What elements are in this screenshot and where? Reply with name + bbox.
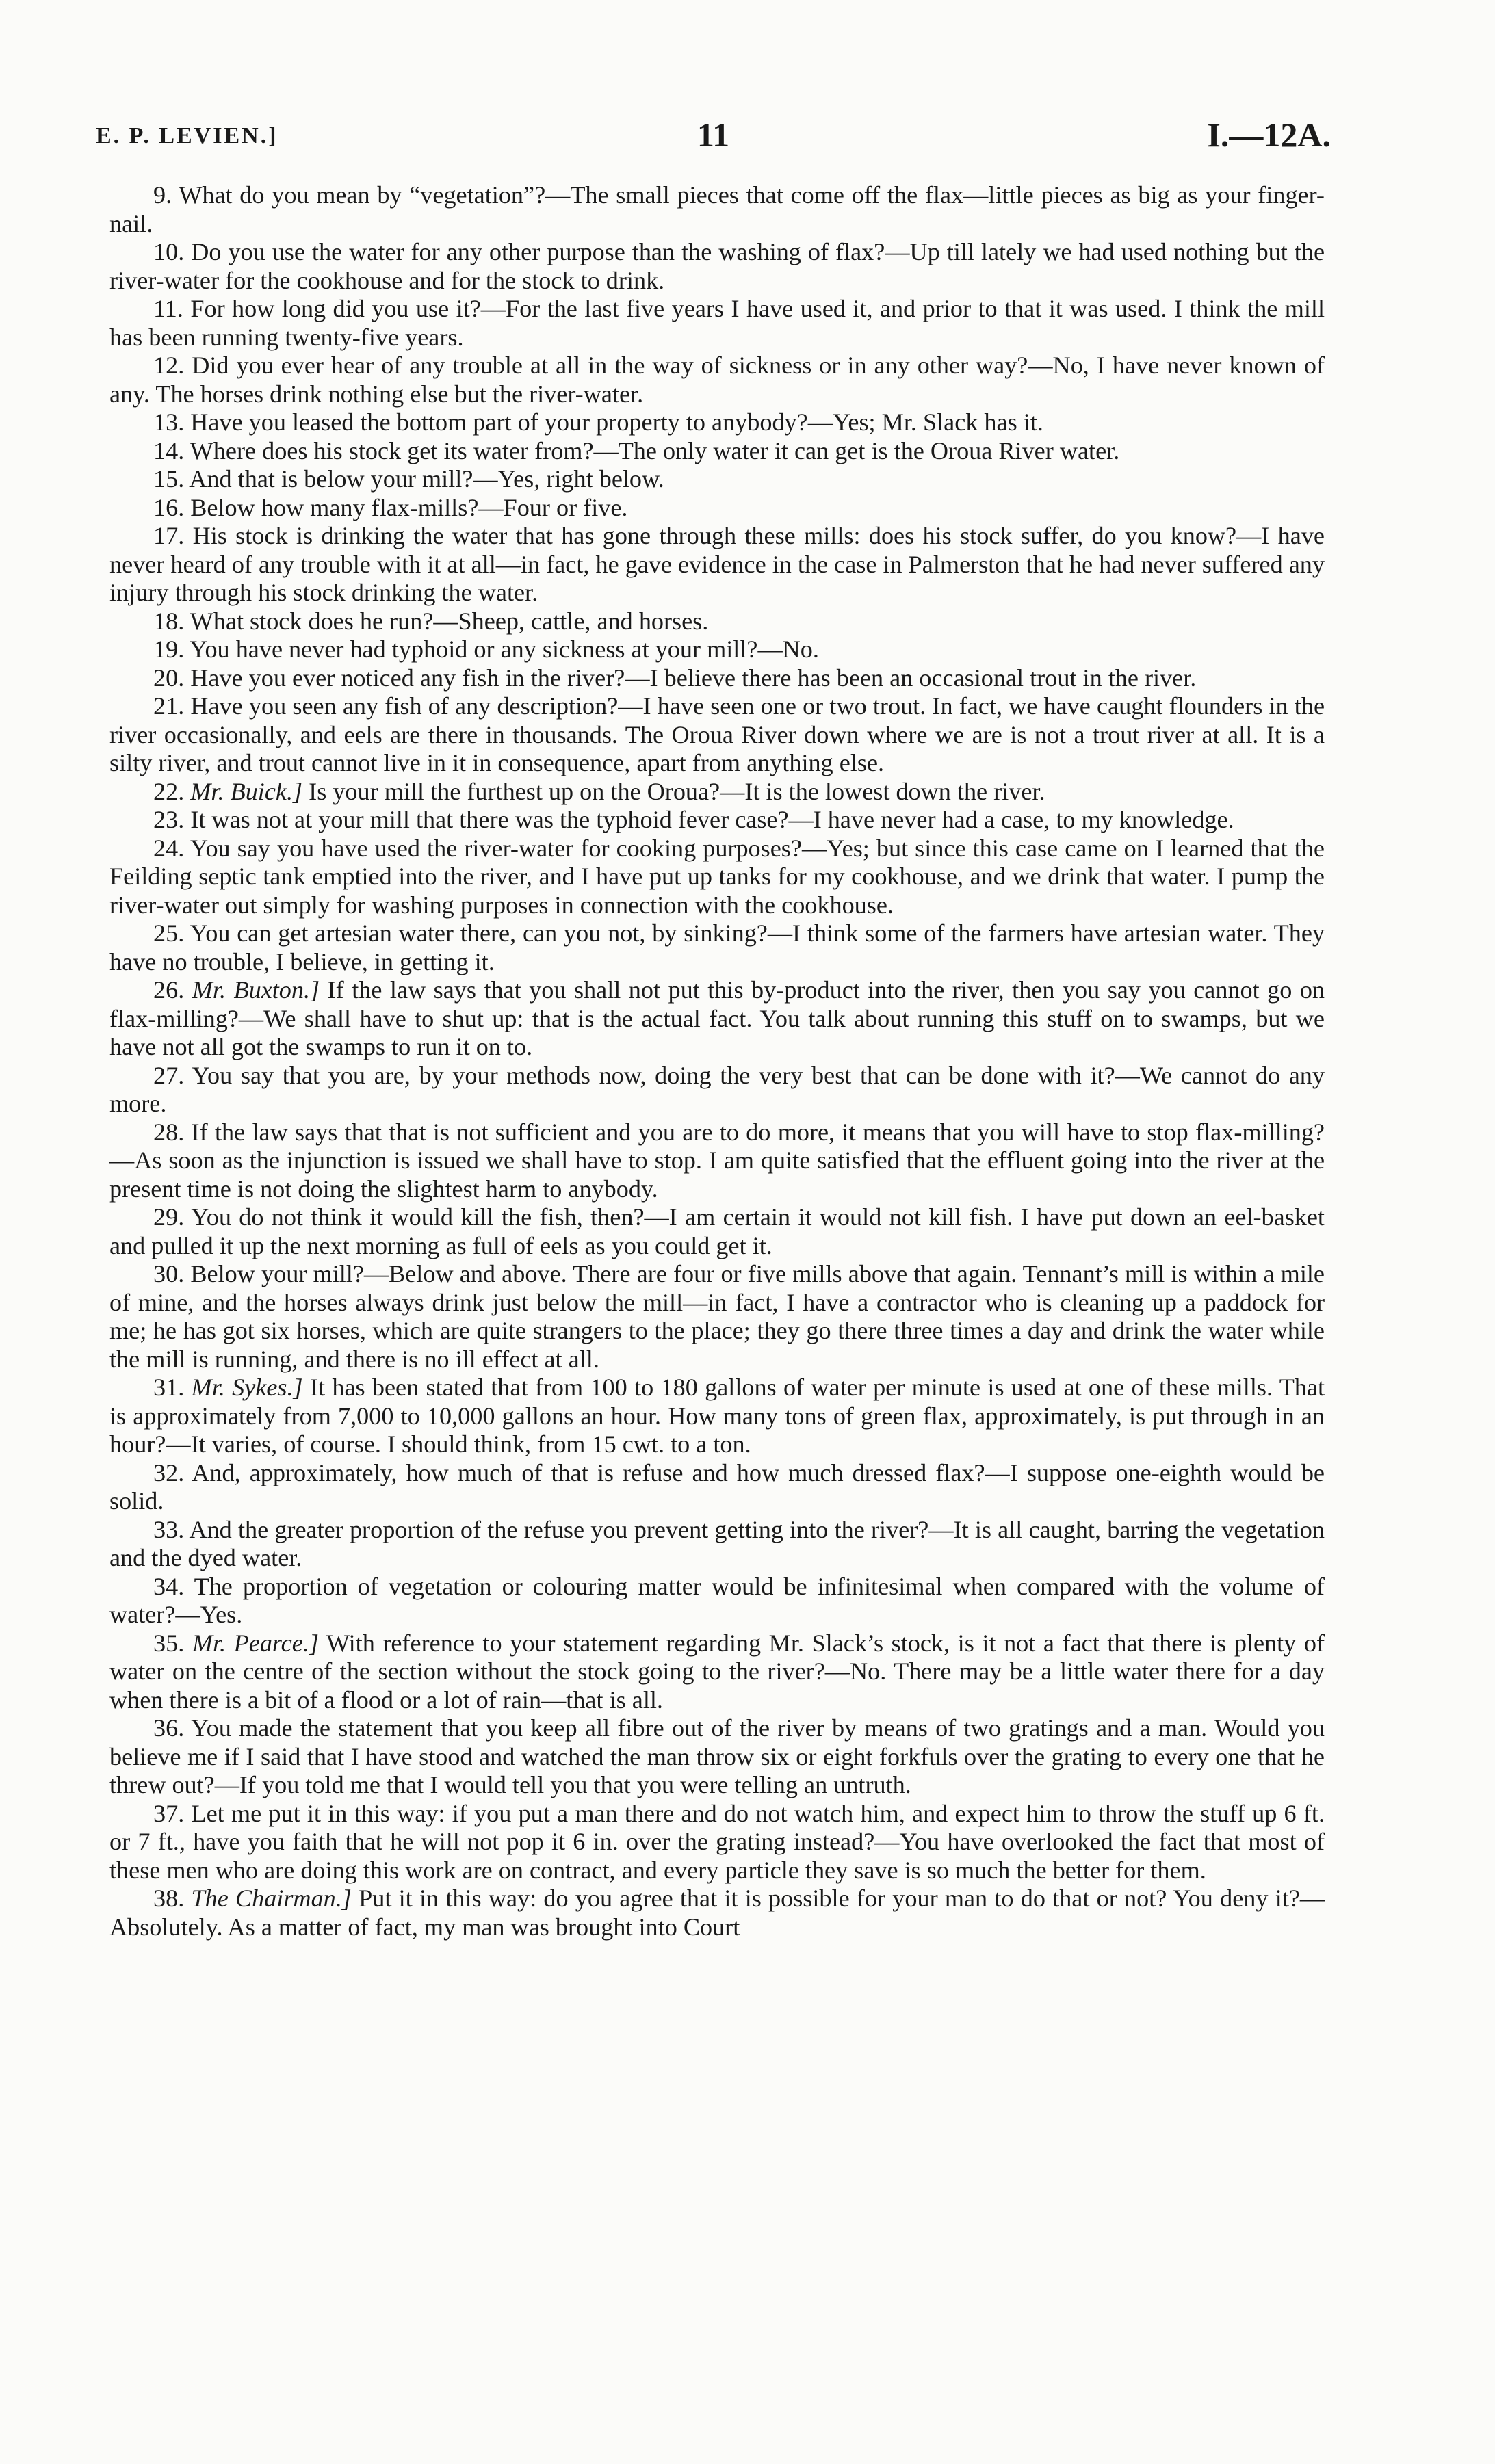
question-answer-text: Put it in this way: do you agree that it is possible for your man to do that or not? You deny it?—Absolutely. As a matter of fact, my man was brought into Court bbox=[109, 1885, 1325, 1941]
question-number: 29. bbox=[153, 1203, 185, 1231]
question-answer-paragraph bbox=[109, 1885, 1325, 1941]
transcript-body bbox=[109, 181, 1325, 1941]
question-number: 33. bbox=[153, 1515, 185, 1543]
question-answer-paragraph bbox=[109, 778, 1325, 807]
question-answer-paragraph bbox=[109, 664, 1325, 693]
question-answer-paragraph bbox=[109, 1203, 1325, 1260]
question-number: 14. bbox=[153, 436, 185, 464]
speaker-label: The Chairman.] bbox=[191, 1885, 352, 1912]
question-answer-text: The proportion of vegetation or colouring matter would be infinitesimal when compared with the volume of water?—Yes. bbox=[109, 1572, 1325, 1628]
question-answer-paragraph bbox=[109, 1516, 1325, 1573]
question-number: 11. bbox=[153, 295, 183, 322]
speaker-label: Mr. Sykes.] bbox=[191, 1374, 303, 1401]
question-answer-paragraph bbox=[109, 1260, 1325, 1374]
witness-name: E. P. LEVIEN.] bbox=[96, 123, 278, 148]
question-answer-text: You say you have used the river-water for cooking purposes?—Yes; but since this case came on I learned that the Feilding septic tank emptied into the river, and I have put up tanks for my cookhouse, and we drink that water. I pump the river-water out simply for washing purposes in connection with the cookhouse. bbox=[109, 834, 1325, 919]
question-number: 19. bbox=[153, 635, 185, 663]
question-answer-paragraph bbox=[109, 806, 1325, 835]
question-answer-text: Have you seen any fish of any description?—I have seen one or two trout. In fact, we have caught flounders in the river occasionally, and eels are there in thousands. The Oroua River down where we are is not a trout river at all. It is a silty river, and trout cannot live in it in consequence, apart from anything else. bbox=[109, 692, 1325, 776]
question-number: 23. bbox=[153, 806, 185, 833]
question-answer-text: If the law says that you shall not put this by-product into the river, then you say you cannot go on flax-milling?—We shall have to shut up: that is the actual fact. You talk about running this stuff on to swamps, but we have not all got the swamps to run it on to. bbox=[109, 976, 1325, 1060]
question-answer-paragraph bbox=[109, 976, 1325, 1062]
question-answer-paragraph bbox=[109, 835, 1325, 920]
question-number: 17. bbox=[153, 522, 185, 549]
question-number: 30. bbox=[153, 1260, 185, 1287]
question-answer-paragraph bbox=[109, 1573, 1325, 1629]
question-answer-text: What stock does he run?—Sheep, cattle, and horses. bbox=[190, 607, 709, 635]
question-answer-paragraph bbox=[109, 692, 1325, 778]
question-number: 26. bbox=[153, 976, 185, 1004]
speaker-label: Mr. Buxton.] bbox=[192, 976, 320, 1004]
question-answer-text: You say that you are, by your methods now, doing the very best that can be done with it?—We cannot do any more. bbox=[109, 1061, 1325, 1117]
question-answer-text: It was not at your mill that there was the typhoid fever case?—I have never had a case, to my knowledge. bbox=[190, 806, 1234, 833]
question-answer-paragraph bbox=[109, 522, 1325, 607]
question-answer-paragraph bbox=[109, 181, 1325, 238]
question-answer-paragraph bbox=[109, 1629, 1325, 1715]
question-answer-paragraph bbox=[109, 1062, 1325, 1118]
speaker-label: Mr. Buick.] bbox=[190, 777, 303, 805]
question-answer-paragraph bbox=[109, 1800, 1325, 1885]
question-number: 32. bbox=[153, 1458, 185, 1486]
page-header bbox=[96, 115, 1331, 156]
question-number: 10. bbox=[153, 238, 185, 265]
question-number: 35. bbox=[153, 1629, 185, 1657]
question-answer-paragraph bbox=[109, 1714, 1325, 1800]
question-answer-paragraph bbox=[109, 295, 1325, 352]
question-answer-paragraph bbox=[109, 1118, 1325, 1204]
question-answer-text: You have never had typhoid or any sickness at your mill?—No. bbox=[189, 635, 819, 663]
question-answer-paragraph bbox=[109, 352, 1325, 408]
question-number: 37. bbox=[153, 1799, 185, 1827]
question-answer-paragraph bbox=[109, 238, 1325, 295]
question-answer-paragraph bbox=[109, 437, 1325, 466]
question-number: 24. bbox=[153, 834, 185, 862]
question-answer-paragraph bbox=[109, 408, 1325, 437]
question-answer-text: And that is below your mill?—Yes, right below. bbox=[189, 465, 664, 493]
question-number: 31. bbox=[153, 1374, 185, 1401]
question-answer-text: It has been stated that from 100 to 180 gallons of water per minute is used at one of these mills. That is approximately from 7,000 to 10,000 gallons an hour. How many tons of green flax, approximately, is put through in an hour?—It varies, of course. I should think, from 15 cwt. to a ton. bbox=[109, 1374, 1325, 1458]
question-answer-text: With reference to your statement regarding Mr. Slack’s stock, is it not a fact that there is plenty of water on the centre of the section without the stock going to the river?—No. There may be a little water there for a day when there is a bit of a flood or a lot of rain—that is all. bbox=[109, 1629, 1325, 1714]
question-answer-text: What do you mean by “vegetation”?—The small pieces that come off the flax—little pieces as big as your finger-nail. bbox=[109, 181, 1325, 237]
question-number: 27. bbox=[153, 1061, 185, 1089]
question-answer-text: If the law says that that is not sufficient and you are to do more, it means that you will have to stop flax-milling?—As soon as the injunction is issued we shall have to stop. I am quite satisfied that the effluent going into the river at the present time is not doing the slightest harm to anybody. bbox=[109, 1118, 1325, 1203]
question-answer-text: Have you leased the bottom part of your property to anybody?—Yes; Mr. Slack has it. bbox=[190, 408, 1043, 436]
question-number: 18. bbox=[153, 607, 185, 635]
question-answer-text: And the greater proportion of the refuse you prevent getting into the river?—It is all caught, barring the vegetation and the dyed water. bbox=[109, 1515, 1325, 1571]
question-answer-text: For how long did you use it?—For the last five years I have used it, and prior to that it was used. I think the mill has been running twenty-five years. bbox=[109, 295, 1325, 351]
question-answer-paragraph bbox=[109, 465, 1325, 494]
question-number: 22. bbox=[153, 777, 185, 805]
question-number: 20. bbox=[153, 664, 185, 692]
question-number: 28. bbox=[153, 1118, 185, 1146]
question-number: 13. bbox=[153, 408, 185, 436]
question-number: 9. bbox=[153, 181, 172, 209]
question-number: 16. bbox=[153, 493, 185, 521]
question-answer-paragraph bbox=[109, 1459, 1325, 1516]
question-number: 15. bbox=[153, 465, 185, 493]
question-answer-text: Did you ever hear of any trouble at all in the way of sickness or in any other way?—No, I have never known of any. The horses drink nothing else but the river-water. bbox=[109, 352, 1325, 408]
question-answer-text: Have you ever noticed any fish in the river?—I believe there has been an occasional trout in the river. bbox=[190, 664, 1197, 692]
question-answer-text: And, approximately, how much of that is refuse and how much dressed flax?—I suppose one-eighth would be solid. bbox=[109, 1458, 1325, 1515]
question-number: 36. bbox=[153, 1714, 185, 1742]
question-number: 21. bbox=[153, 692, 185, 720]
speaker-label: Mr. Pearce.] bbox=[192, 1629, 319, 1657]
question-answer-text: Do you use the water for any other purpose than the washing of flax?—Up till lately we had used nothing but the river-water for the cookhouse and for the stock to drink. bbox=[109, 238, 1325, 294]
question-answer-paragraph bbox=[109, 1374, 1325, 1459]
question-answer-paragraph bbox=[109, 919, 1325, 976]
page-number: 11 bbox=[697, 116, 730, 154]
question-answer-text: Below how many flax-mills?—Four or five. bbox=[190, 493, 628, 521]
question-answer-text: You made the statement that you keep all fibre out of the river by means of two gratings and a man. Would you believe me if I said that I have stood and watched the man throw six or eight forkfuls over the grating to every one that he threw out?—If you told me that I would tell you that you were telling an untruth. bbox=[109, 1714, 1325, 1798]
question-answer-text: Below your mill?—Below and above. There are four or five mills above that again. Tennant’s mill is within a mile of mine, and the horses always drink just below the mill—in fact, I have a contractor who is cleaning up a paddock for me; he has got six horses, which are quite strangers to the place; they go there three times a day and drink the water while the mill is running, and there is no ill effect at all. bbox=[109, 1260, 1325, 1373]
question-answer-text: His stock is drinking the water that has gone through these mills: does his stock suffer, do you know?—I have never heard of any trouble with it at all—in fact, he gave evidence in the case in Palmerston that he had never suffered any injury through his stock drinking the water. bbox=[109, 522, 1325, 606]
question-answer-paragraph bbox=[109, 607, 1325, 636]
question-answer-paragraph bbox=[109, 494, 1325, 523]
question-answer-text: Let me put it in this way: if you put a man there and do not watch him, and expect him to throw the stuff up 6 ft. or 7 ft., have you faith that he will not pop it 6 in. over the grating instead?—You have overlooked the fact that most of these men who are doing this work are on contract, and every particle they save is so much the better for them. bbox=[109, 1799, 1325, 1884]
question-answer-paragraph bbox=[109, 635, 1325, 664]
question-number: 34. bbox=[153, 1572, 185, 1600]
question-number: 25. bbox=[153, 919, 185, 947]
question-answer-text: Is your mill the furthest up on the Oroua?—It is the lowest down the river. bbox=[309, 777, 1045, 805]
question-answer-text: You can get artesian water there, can you not, by sinking?—I think some of the farmers have artesian water. They have no trouble, I believe, in getting it. bbox=[109, 919, 1325, 975]
question-number: 12. bbox=[153, 352, 185, 379]
document-reference: I.—12A. bbox=[1207, 116, 1331, 154]
question-answer-text: Where does his stock get its water from?—The only water it can get is the Oroua River water. bbox=[190, 436, 1120, 464]
question-answer-text: You do not think it would kill the fish, then?—I am certain it would not kill fish. I have put down an eel-basket and pulled it up the next morning as full of eels as you could get it. bbox=[109, 1203, 1325, 1259]
question-number: 38. bbox=[153, 1885, 185, 1912]
